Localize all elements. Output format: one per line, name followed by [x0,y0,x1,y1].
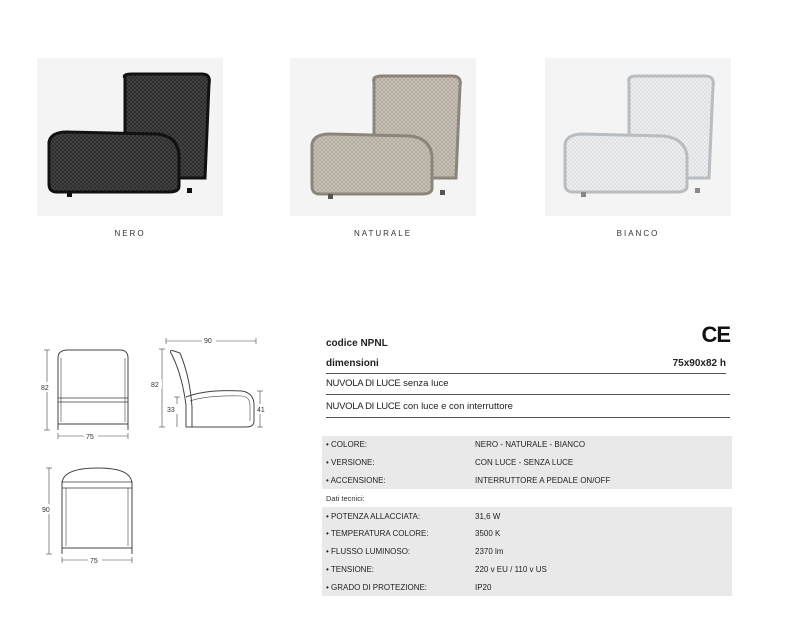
prop-key: • FLUSSO LUMINOSO: [322,543,471,561]
dimensions-value: 75x90x82 h [672,358,726,369]
front-height-label: 82 [41,385,49,392]
caption-naturale: NATURALE [353,229,413,238]
chair-photo-naturale [290,58,476,216]
prop-key: • GRADO DI PROTEZIONE: [322,578,471,596]
prop-key: • COLORE: [322,436,471,454]
table-row [322,578,732,596]
caption-bianco: BIANCO [616,229,660,238]
product-code: codice NPNL [326,338,388,349]
chair-photo-nero [37,58,223,216]
prop-key: • VERSIONE: [322,454,471,472]
prop-value: NERO - NATURALE - BIANCO [471,436,732,454]
variant-line-1-desc: senza luce [400,378,449,389]
dimensions-row [326,358,726,374]
prop-value: IP20 [471,578,732,596]
variant-line-1 [326,378,730,395]
ce-mark: CE [701,322,730,347]
prop-value: INTERRUTTORE A PEDALE ON/OFF [471,472,732,490]
variant-line-2-name: NUVOLA DI LUCE [326,401,401,412]
table-row [322,489,732,507]
table-row [322,543,732,561]
side-seat-label: 33 [167,407,175,414]
table-row [322,561,732,579]
variant-line-2 [326,401,730,418]
table-row [322,472,732,490]
variant-line-2-desc: con luce e con interruttore [400,401,513,412]
side-height-label: 82 [151,382,159,389]
dimensions-label: dimensioni [326,358,379,369]
prop-value: CON LUCE - SENZA LUCE [471,454,732,472]
prop-value: 31,6 W [471,507,732,525]
prop-value: 3500 K [471,525,732,543]
prop-key: • TENSIONE: [322,561,471,579]
side-arm-label: 41 [257,407,265,414]
front-width-label: 75 [86,434,94,441]
top-width-label: 75 [90,558,98,565]
caption-nero: NERO [114,229,146,238]
table-row [322,454,732,472]
side-width-label: 90 [204,338,212,345]
prop-key: • POTENZA ALLACCIATA: [322,507,471,525]
side-view-drawing [146,335,271,440]
prop-value: 2370 lm [471,543,732,561]
table-row [322,525,732,543]
table-row [322,436,732,454]
chair-photo-bianco [545,58,731,216]
prop-key: • ACCENSIONE: [322,472,471,490]
top-view-drawing [36,460,146,570]
table-row [322,507,732,525]
front-view-drawing [36,340,136,445]
properties-table [322,436,732,596]
section-label-dati-tecnici: Dati tecnici: [322,489,471,507]
prop-value: 220 v EU / 110 v US [471,561,732,579]
top-depth-label: 90 [42,507,50,514]
variant-line-1-name: NUVOLA DI LUCE [326,378,401,389]
prop-key: • TEMPERATURA COLORE: [322,525,471,543]
prop-value [471,489,732,507]
